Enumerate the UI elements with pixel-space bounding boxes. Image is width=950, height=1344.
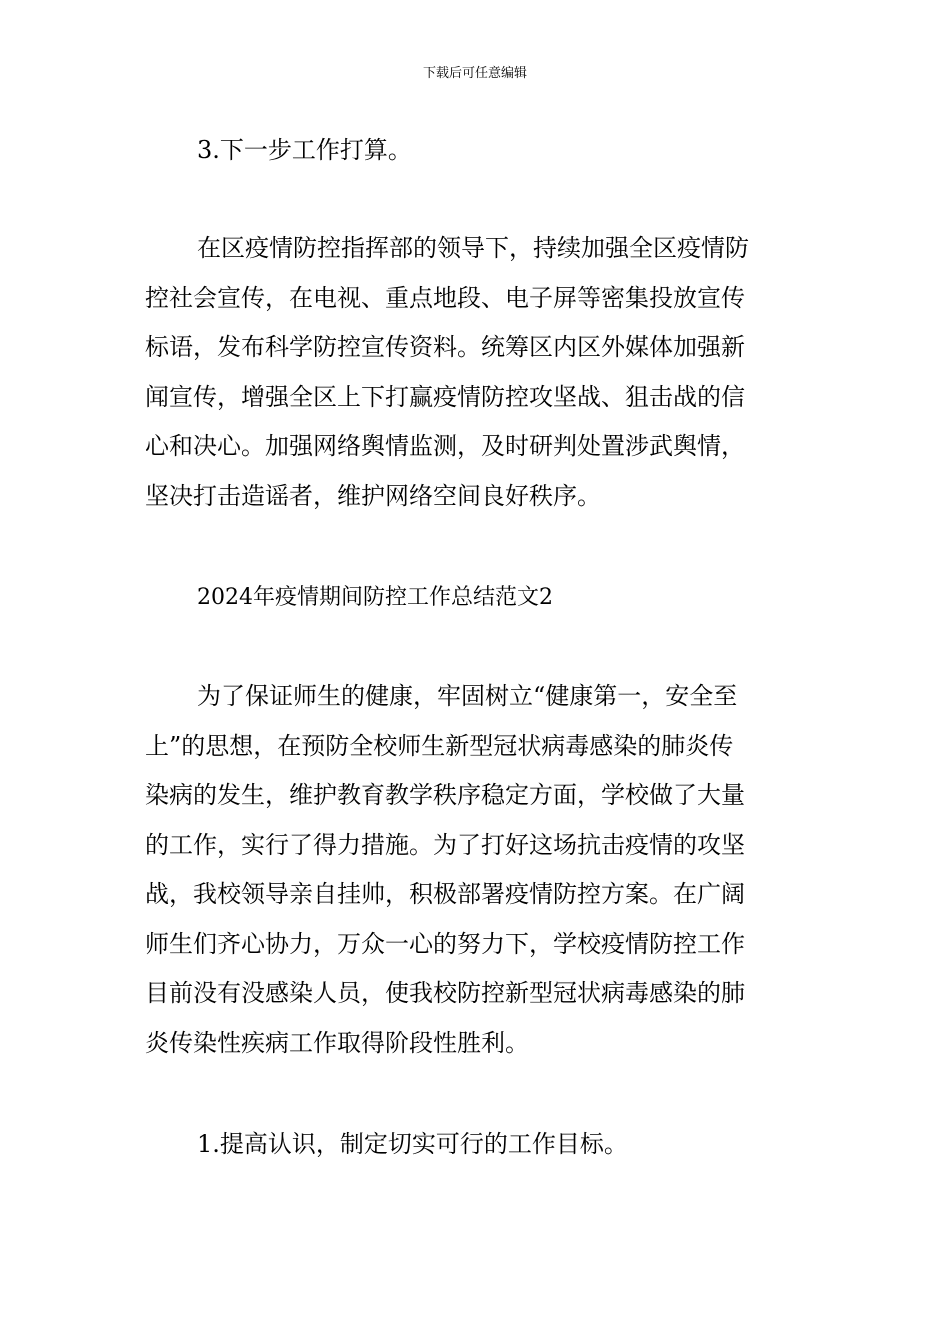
- paragraph-line: 为了保证师生的健康，牢固树立“健康第一，安全至: [197, 682, 738, 710]
- paragraph-line: 控社会宣传，在电视、重点地段、电子屏等密集投放宣传: [145, 283, 745, 312]
- section-heading-next-steps: 3.下一步工作打算。: [197, 136, 412, 164]
- paragraph-line: 上”的思想，在预防全校师生新型冠状病毒感染的肺炎传: [145, 731, 734, 760]
- paragraph-line: 目前没有没感染人员，使我校防控新型冠状病毒感染的肺: [145, 979, 745, 1007]
- paragraph-line: 染病的发生，维护教育教学秩序稳定方面，学校做了大量: [145, 781, 745, 809]
- paragraph-school-measures: [145, 672, 810, 1068]
- paragraph-line: 战，我校领导亲自挂帅，积极部署疫情防控方案。在广阔: [145, 880, 745, 908]
- paragraph-line: 在区疫情防控指挥部的领导下，持续加强全区疫情防: [197, 234, 749, 262]
- section-heading-item1: 1.提高认识，制定切实可行的工作目标。: [197, 1130, 628, 1158]
- paragraph-line: 坚决打击造谣者，维护网络空间良好秩序。: [145, 481, 601, 510]
- paragraph-propaganda: [145, 224, 810, 521]
- article-title: 2024年疫情期间防控工作总结范文2: [197, 585, 553, 610]
- paragraph-line: 师生们齐心协力，万众一心的努力下，学校疫情防控工作: [145, 929, 745, 958]
- paragraph-line: 闻宣传，增强全区上下打赢疫情防控攻坚战、狙击战的信: [145, 382, 745, 411]
- page-header-note: 下载后可任意编辑: [422, 66, 527, 81]
- paragraph-line: 心和决心。加强网络舆情监测，及时研判处置涉武舆情，: [145, 432, 745, 460]
- paragraph-line: 炎传染性疾病工作取得阶段性胜利。: [145, 1028, 529, 1057]
- paragraph-line: 标语，发布科学防控宣传资料。统筹区内区外媒体加强新: [145, 333, 745, 361]
- paragraph-line: 的工作，实行了得力措施。为了打好这场抗击疫情的攻坚: [145, 830, 745, 859]
